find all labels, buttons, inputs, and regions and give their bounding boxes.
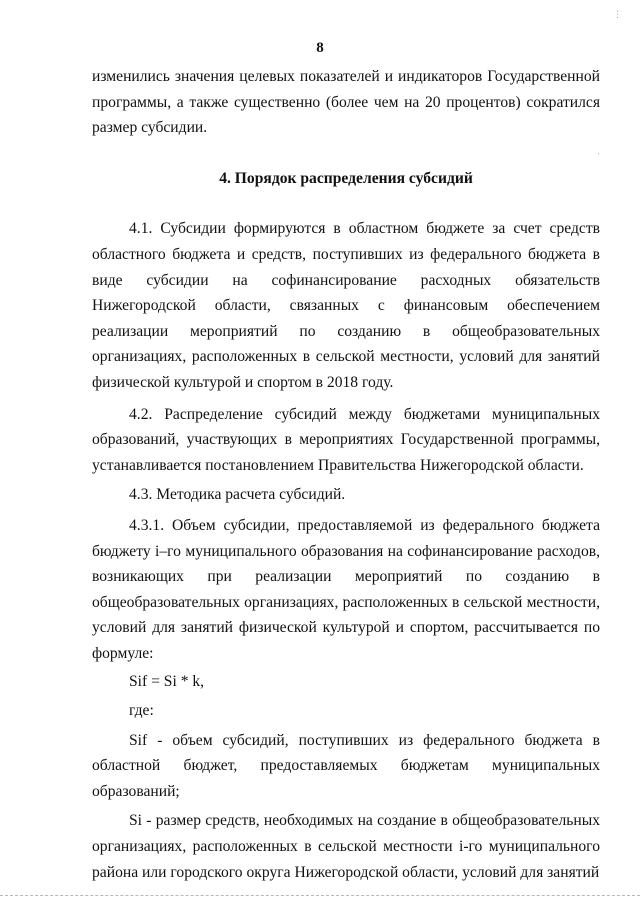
continued-paragraph: изменились значения целевых показателей и индикаторов Государственной программы, а также существенно (более чем на 20 процентов) сократился размер субсидии. xyxy=(92,68,600,137)
si-definition: Si - размер средств, необходимых на создание в общеобразовательных организациях, расположенных в сельской местности i-го муниципального района или городского округа Нижегородской области, условий для занятий xyxy=(92,812,600,881)
paragraph-4-2: 4.2. Распределение субсидий между бюджетами муниципальных образований, участвующих в мероприятиях Государственной программы, устанавливается постановлением Правительства Нижегородской области. xyxy=(92,405,600,474)
sif-definition: Sif - объем субсидий, поступивших из федерального бюджета в областной бюджет, предоставляемых бюджетам муниципальных образований; xyxy=(92,731,600,800)
page-number: 8 xyxy=(316,40,324,56)
scan-artifact: ⋮ xyxy=(613,10,622,20)
document-body xyxy=(92,64,600,885)
scan-edge-line xyxy=(0,895,640,896)
paragraph-4-3: 4.3. Методика расчета субсидий. xyxy=(129,486,346,504)
where-label: где: xyxy=(129,702,154,720)
formula: Sif = Si * k, xyxy=(129,673,205,691)
scan-artifact: · xyxy=(597,150,600,160)
paragraph-4-1: 4.1. Субсидии формируются в областном бюджете за счет средств областного бюджета и средств, поступивших из федерального бюджета в виде субсидии на софинансирование расходных обязательств Нижегородской области, связанных с финансовым обеспечением реализации мероприятий по созданию в общеобразовательных организациях, расположенных в сельской местности, условий для занятий физической культурой и спортом в 2018 году. xyxy=(92,220,600,391)
section-heading: 4. Порядок распределения субсидий xyxy=(219,169,473,187)
paragraph-4-3-1: 4.3.1. Объем субсидии, предоставляемой из федерального бюджета бюджету i–го муниципального образования на софинансирование расходов, возникающих при реализации мероприятий по созданию в общеобразовательных организациях, расположенных в сельской местности, условий для занятий физической культурой и спортом, рассчитывается по формуле: xyxy=(92,516,600,662)
